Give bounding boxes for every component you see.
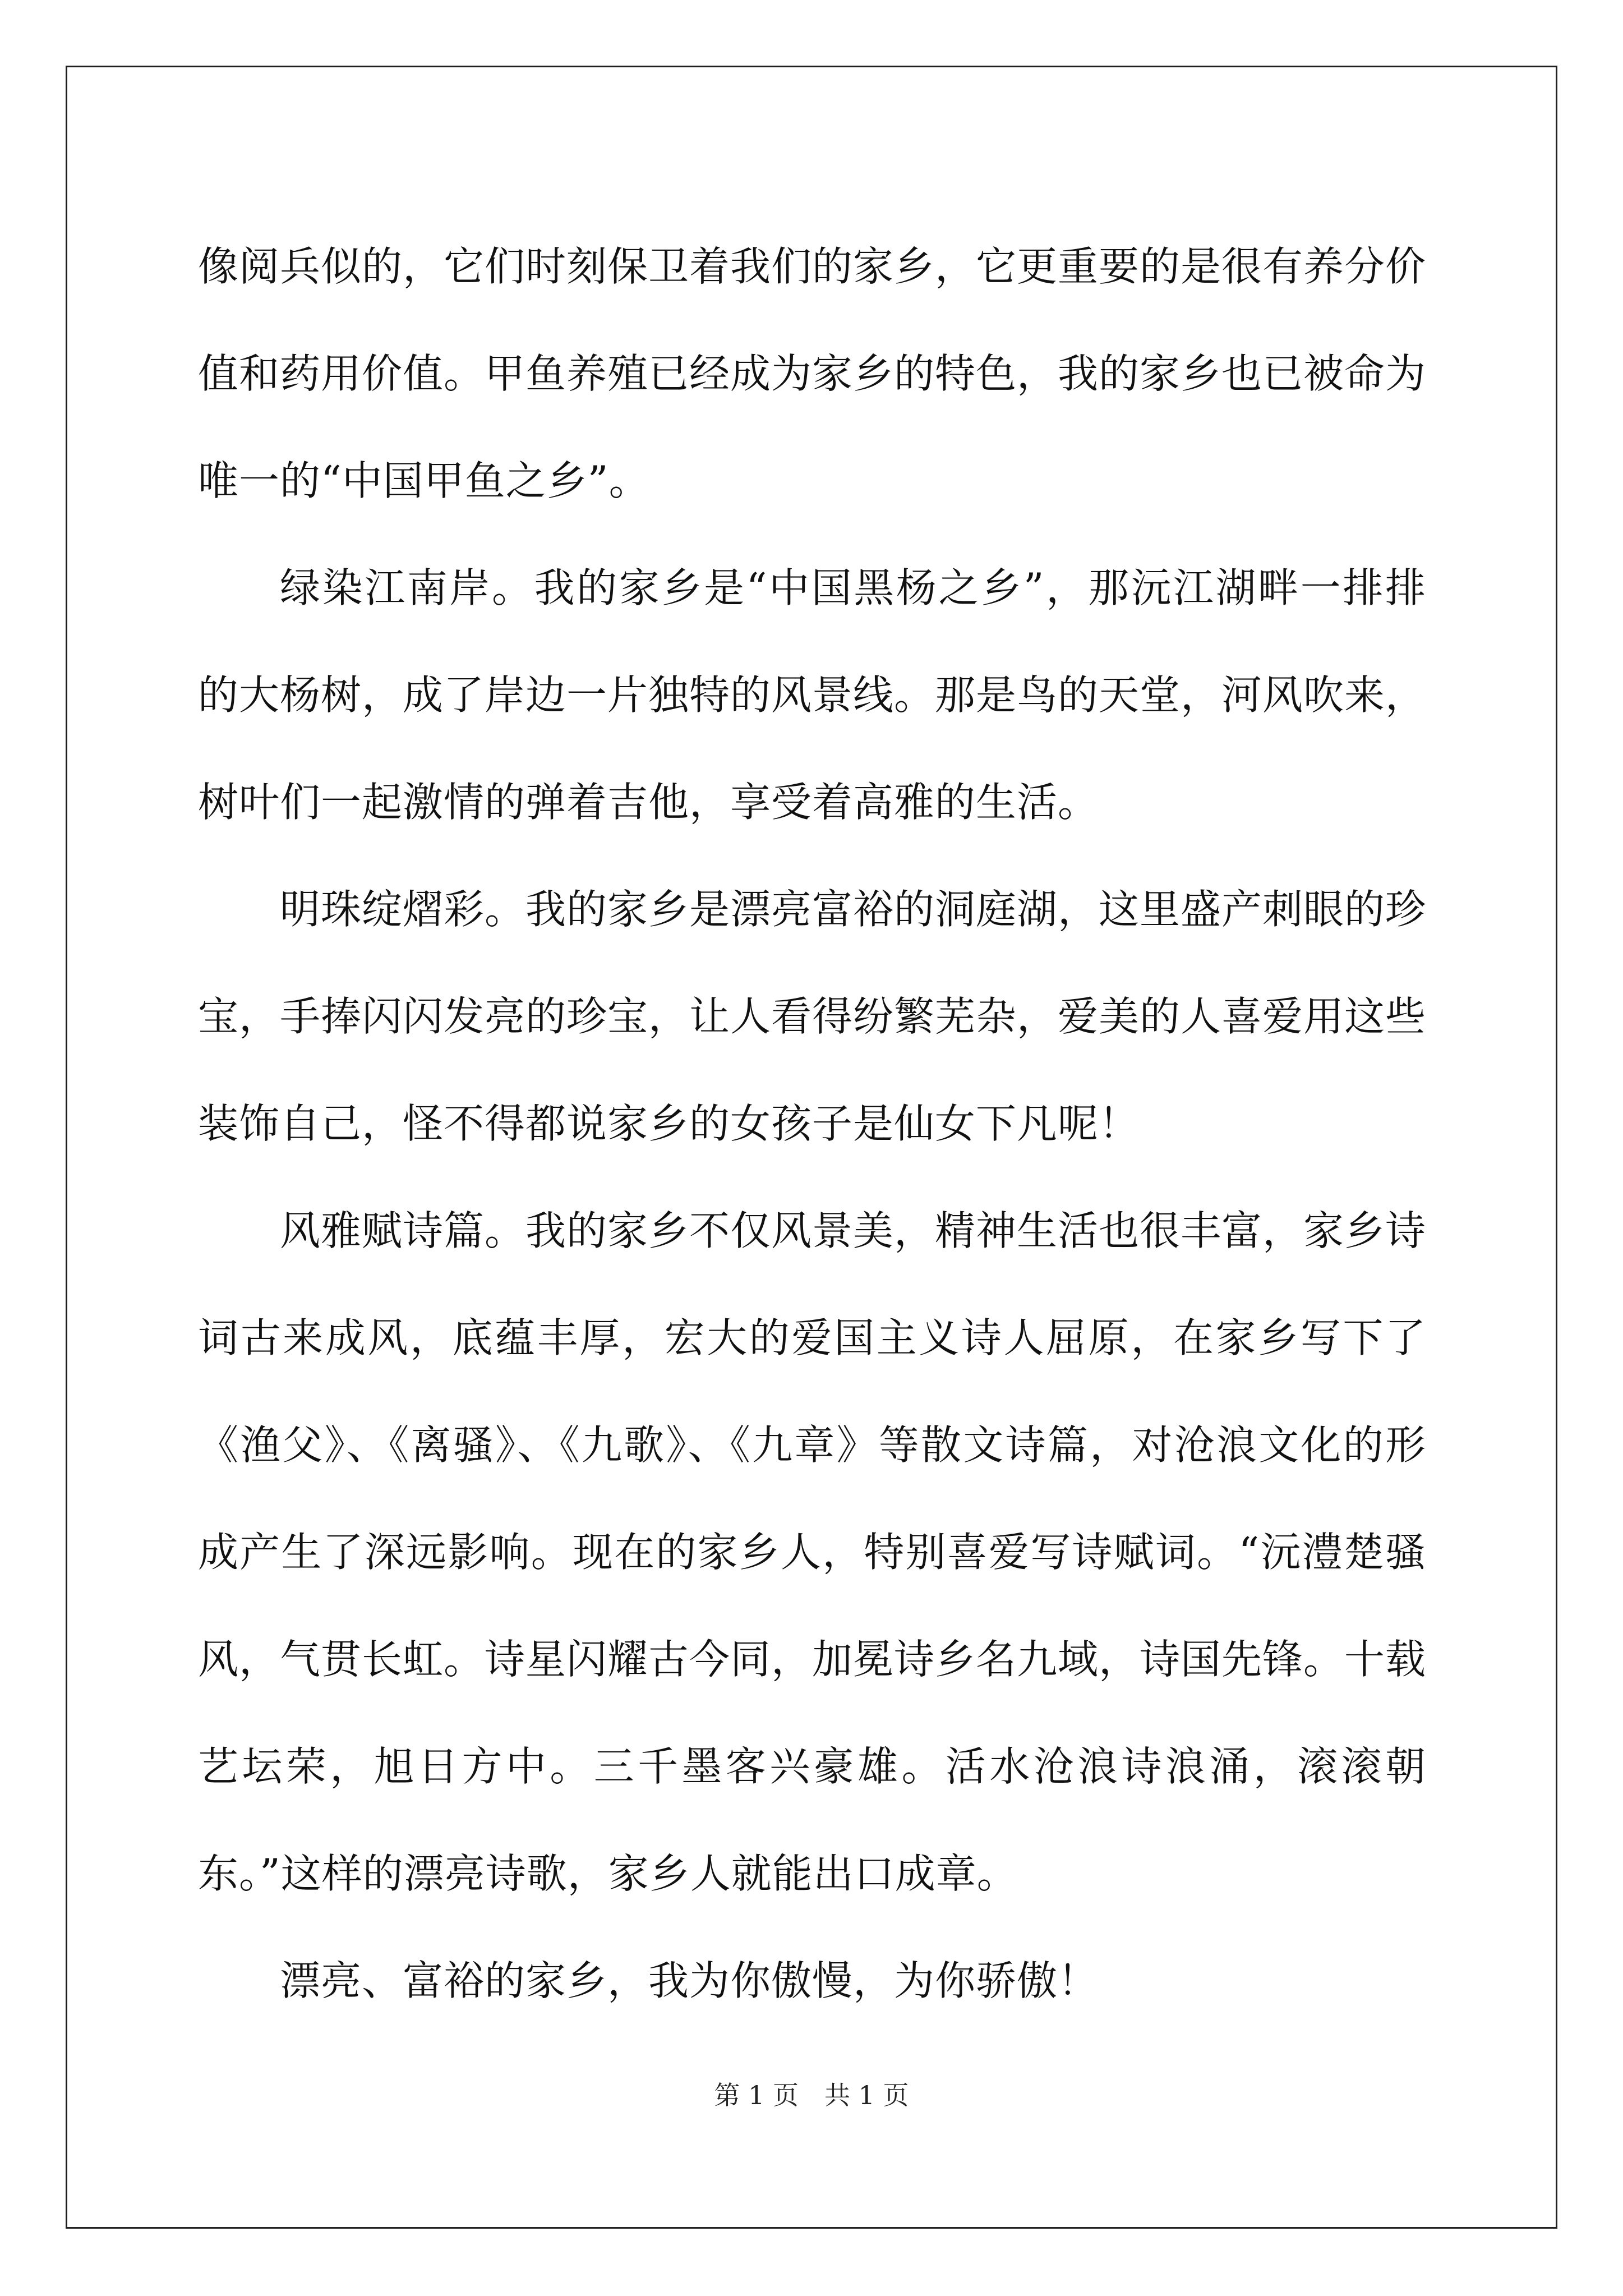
page-total: 共 1 页 [824,2080,909,2110]
paragraph-2: 绿染江南岸。我的家乡是“中国黑杨之乡”，那沅江湖畔一排排的大杨树，成了岸边一片独特的风景线。那是鸟的天堂，河风吹来，树叶们一起激情的弹着吉他，享受着高雅的生活。 [198,564,1427,826]
paragraph-4: 风雅赋诗篇。我的家乡不仅风景美，精神生活也很丰富，家乡诗词古来成风，底蕴丰厚，宏大的爱国主义诗人屈原，在家乡写下了《渔父》、《离骚》、《九歌》、《九章》等散文诗篇，对沧浪文化的形成产生了深远影响。现在的家乡人，特别喜爱写诗赋词。“沅澧楚骚风，气贯长虹。诗星闪耀古今同，加冕诗乡名九域，诗国先锋。十载艺坛荣，旭日方中。三千墨客兴豪雄。活水沧浪诗浪涌，滚滚朝东。”这样的漂亮诗歌，家乡人就能出口成章。 [198,1207,1427,1897]
document-body [198,213,1426,2035]
page-footer [0,2078,1623,2112]
page-number: 第 1 页 [714,2080,799,2110]
paragraph-3: 明珠绽熠彩。我的家乡是漂亮富裕的洞庭湖，这里盛产刺眼的珍宝，手捧闪闪发亮的珍宝，让人看得纷繁芜杂，爱美的人喜爱用这些装饰自己，怪不得都说家乡的女孩子是仙女下凡呢！ [198,886,1427,1147]
paragraph-5: 漂亮、富裕的家乡，我为你傲慢，为你骄傲！ [280,1957,1099,2004]
paragraph-1: 像阅兵似的，它们时刻保卫着我们的家乡，它更重要的是很有养分价值和药用价值。甲鱼养殖已经成为家乡的特色，我的家乡也已被命为唯一的“中国甲鱼之乡”。 [198,243,1427,504]
